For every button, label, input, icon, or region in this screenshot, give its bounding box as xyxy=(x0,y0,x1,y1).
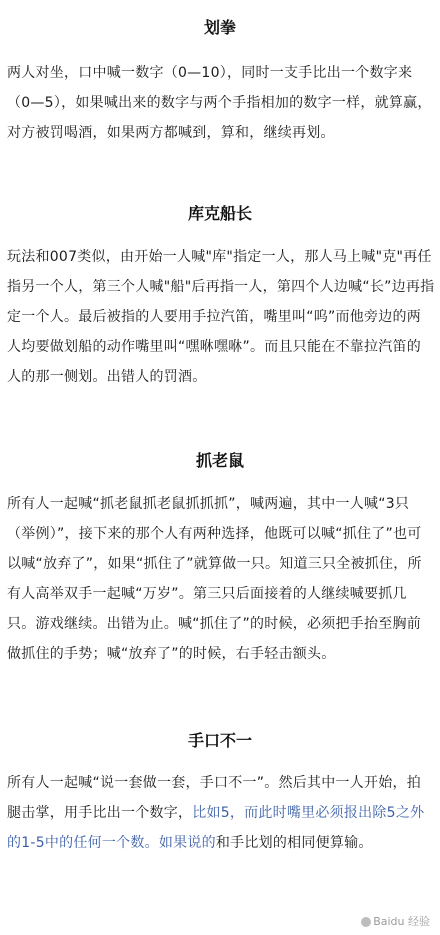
section-heading-catch-mouse: 抓老鼠 xyxy=(195,451,244,470)
section-heading-huaquan: 划拳 xyxy=(203,18,236,37)
section-heading-hand-mouth: 手口不一 xyxy=(187,731,252,750)
baidu-watermark xyxy=(359,913,430,929)
paragraph-part-b-highlight: 比如5，而此时嘴里必须报出除5之外的1-5中的任何一个数。如果说的 xyxy=(7,805,425,851)
paragraph-part-c: 和手比划的相同便算输。 xyxy=(215,835,373,851)
section-heading-captain-cook: 库克船长 xyxy=(187,204,252,223)
baidu-paw-icon xyxy=(361,917,371,927)
section-paragraph-huaquan: 两人对坐，口中喊一数字（0—10），同时一支手比出一个数字来（0—5），如果喊出来的数字与两个手指相加的数字一样，就算赢，对方被罚喝酒，如果两方都喊到，算和，继续再划。 xyxy=(7,65,432,141)
watermark-text: Baidu 经验 xyxy=(373,915,430,928)
section-paragraph-hand-mouth xyxy=(7,768,435,858)
section-paragraph-catch-mouse: 所有人一起喊“抓老鼠抓老鼠抓抓抓”，喊两遍，其中一人喊“3只（举例）”，接下来的那个人有两种选择，他既可以喊“抓住了”也可以喊“放弃了”，如果“抓住了”就算做一只。知道三只全被抓住，所有人高举双手一起喊“万岁”。第三只后面接着的人继续喊要抓几只。游戏继续。出错为止。喊“抓住了”的时候，必须把手抬至胸前做抓住的手势；喊“放弃了”的时候，右手轻击额头。 xyxy=(7,496,422,662)
paragraph-part-a: 所有人一起喊“说一套做一套，手口不一”。然后其中一人开始，拍腿击掌，用手比出一个数字， xyxy=(7,775,422,821)
section-paragraph-captain-cook: 玩法和007类似，由开始一人喊"库"指定一人，那人马上喊"克"再任指另一个人，第三个人喊"船"后再指一人，第四个人边喊“长”边再指定一个人。最后被指的人要用手拉汽笛，嘴里叫“呜”而他旁边的两人均要做划船的动作嘴里叫“嘿咻嘿咻”。而且只能在不靠拉汽笛的人的那一侧划。出错人的罚酒。 xyxy=(7,249,435,385)
